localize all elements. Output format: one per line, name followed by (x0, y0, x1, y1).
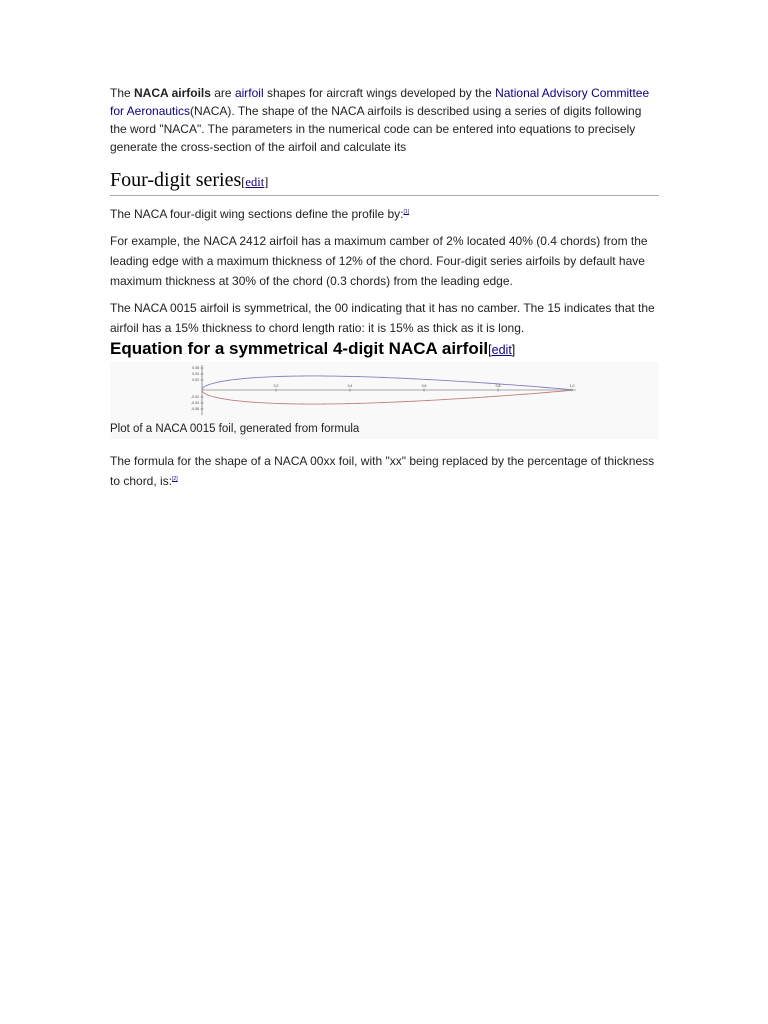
edit-link-four-digit[interactable]: edit (245, 175, 265, 189)
edit-link-symmetrical[interactable]: edit (491, 343, 512, 357)
intro-text-the: The (110, 86, 135, 100)
edit-section-symmetrical (488, 343, 515, 357)
four-digit-paragraph-1 (110, 204, 659, 224)
heading-symmetrical-equation (110, 339, 659, 360)
naca-0015-plot (110, 362, 659, 418)
x-tick-label: 0.2 (273, 384, 279, 388)
edit-bracket-close: ] (264, 175, 269, 189)
edit-bracket-open: [ (488, 343, 492, 357)
heading-symmetrical-text: Equation for a symmetrical 4-digit NACA airfoil (110, 339, 489, 358)
four-digit-paragraph-2: For example, the NACA 2412 airfoil has a maximum camber of 2% located 40% (0.4 chords) from the leading edge with a maximum thickness of 12% of the chord. Four-digit series airfoils by default have maximum thickness at 30% of the chord (0.3 chords) from the leading edge. (110, 234, 648, 288)
reference-link-2[interactable]: [2] (172, 476, 178, 482)
y-tick-label: -0.08 (191, 407, 199, 412)
figure-caption: Plot of a NACA 0015 foil, generated from formula (110, 423, 360, 435)
upper-surface-line (202, 376, 572, 390)
formula-intro-text: The formula for the shape of a NACA 00xx foil, with "xx" being replaced by the percentage of thickness to chord, is: (110, 454, 655, 488)
x-tick-label: 1.0 (569, 384, 575, 388)
x-tick-label: 0.6 (421, 384, 427, 388)
airfoil-link[interactable]: airfoil (234, 86, 264, 100)
lower-surface-line (202, 390, 572, 404)
y-tick-label: 0.02 (192, 378, 199, 383)
intro-paragraph (110, 84, 659, 156)
reference-link-1[interactable]: [1] (403, 209, 410, 215)
airfoil-figure (110, 362, 659, 439)
x-tick-label: 0.8 (495, 384, 501, 388)
intro-text-shapes: shapes for aircraft wings developed by the (263, 86, 496, 100)
intro-bold-term: NACA airfoils (134, 86, 211, 100)
heading-four-digit-text: Four-digit series (110, 169, 242, 191)
edit-section-four-digit (241, 175, 268, 189)
four-digit-p1-text: The NACA four-digit wing sections define the profile by: (110, 207, 404, 221)
y-tick-label: 0.08 (192, 366, 199, 371)
intro-text-rest: (NACA). The shape of the NACA airfoils is described using a series of digits following the word "NACA". The parameters in the numerical code can be entered into equations to precisely generate the cross-section of the airfoil and calculate its (110, 104, 642, 154)
formula-intro-paragraph (110, 451, 659, 491)
intro-text-are: are (210, 86, 235, 100)
four-digit-paragraph-3: The NACA 0015 airfoil is symmetrical, the 00 indicating that it has no camber. The 15 indicates that the airfoil has a 15% thickness to chord length ratio: it is 15% as thick as it is long. (110, 301, 655, 335)
y-tick-label: -0.04 (191, 401, 199, 406)
heading-four-digit-series (110, 168, 659, 196)
edit-bracket-open: [ (241, 175, 246, 189)
x-tick-label: 0.4 (347, 384, 353, 388)
y-tick-label: 0.04 (192, 372, 199, 377)
naca-org-link[interactable]: National Advisory Committee for Aeronautics (110, 86, 650, 118)
article-body (110, 84, 659, 491)
edit-bracket-close: ] (511, 343, 516, 357)
y-tick-label: -0.02 (191, 395, 199, 400)
